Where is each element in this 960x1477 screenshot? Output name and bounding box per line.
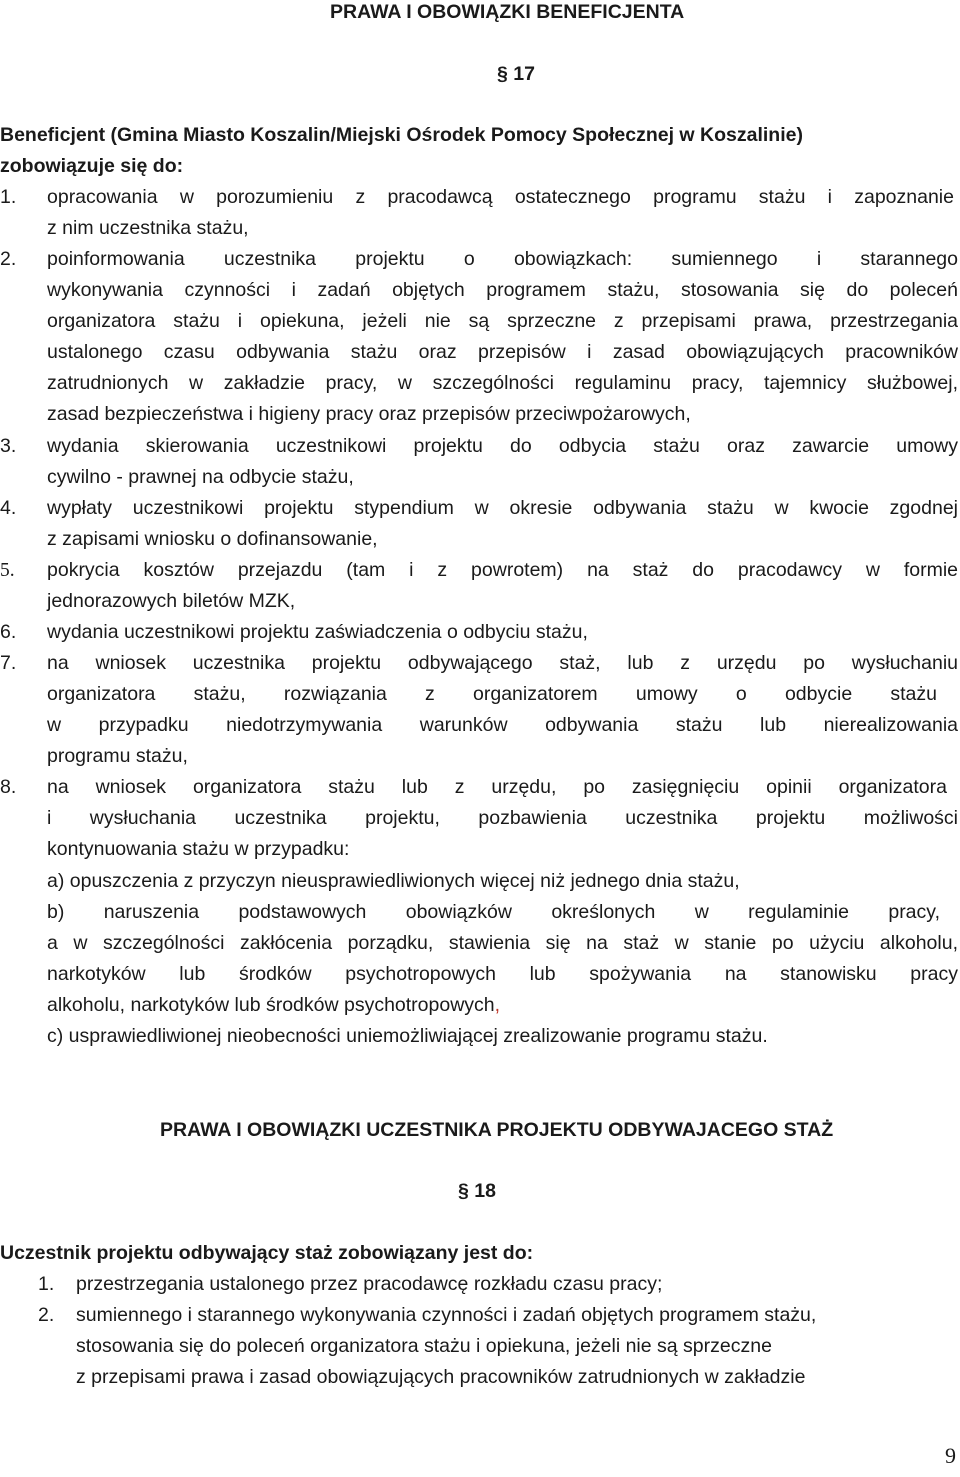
list-item-line: b) naruszenia podstawowych obowiązków określonych w regulaminie pracy, [47,901,940,923]
list-item-line: kontynuowania stażu w przypadku: [47,838,350,860]
paragraph-18: § 18 [458,1180,496,1202]
list-item-line: organizatora stażu, rozwiązania z organizatorem umowy o odbycie stażu [47,683,937,705]
list-item-line: zatrudnionych w zakładzie pracy, w szczególności regulaminu pracy, tajemnicy służbowej, [47,372,958,394]
section2-heading: PRAWA I OBOWIĄZKI UCZESTNIKA PROJEKTU ODBYWAJACEGO STAŻ [160,1119,834,1141]
list-item-line: w przypadku niedotrzymywania warunków odbywania stażu lub nierealizowania [47,714,958,736]
list-item-line: pokrycia kosztów przejazdu (tam i z powrotem) na staż do pracodawcy w formie [47,559,958,581]
list-item-line: programu stażu, [47,745,188,767]
item-number: 7. [0,652,17,674]
list-item-line: a w szczególności zakłócenia porządku, stawienia się na staż w stanie po użyciu alkoholu, [47,932,958,954]
item-number: 5. [0,560,15,581]
section2-intro: Uczestnik projektu odbywający staż zobowiązany jest do: [0,1242,534,1264]
list-item-line: a) opuszczenia z przyczyn nieusprawiedliwionych więcej niż jednego dnia stażu, [47,870,740,892]
list-item-line: stosowania się do poleceń organizatora stażu i opiekuna, jeżeli nie są sprzeczne [76,1335,772,1357]
item-number: 4. [0,497,17,519]
list-item-line: jednorazowych biletów MZK, [47,590,296,612]
list-item-line: sumiennego i starannego wykonywania czynności i zadań objętych programem stażu, [76,1304,817,1326]
paragraph-17: § 17 [497,63,535,85]
list-item-line: wykonywania czynności i zadań objętych programem stażu, stosowania się do poleceń [47,279,958,301]
item-number: 1. [38,1273,55,1295]
list-item-text: alkoholu, narkotyków lub środków psychotropowych [47,994,495,1016]
list-item-line: z przepisami prawa i zasad obowiązujących pracowników zatrudnionych w zakładzie [76,1366,806,1388]
list-item-line: na wniosek organizatora stażu lub z urzędu, po zasięgnięciu opinii organizatora [47,776,947,798]
section1-intro-line2: zobowiązuje się do: [0,155,184,177]
list-item-line: z nim uczestnika stażu, [47,217,249,239]
list-item-line: wydania uczestnikowi projektu zaświadczenia o odbyciu stażu, [47,621,588,643]
list-item-line: zasad bezpieczeństwa i higieny pracy oraz przepisów przeciwpożarowych, [47,403,691,425]
list-item-line: przestrzegania ustalonego przez pracodawcę rozkładu czasu pracy; [76,1273,663,1295]
list-item-line: i wysłuchania uczestnika projektu, pozbawienia uczestnika projektu możliwości [47,807,958,829]
list-item-line: cywilno - prawnej na odbycie stażu, [47,466,354,488]
item-number: 1. [0,186,17,208]
section1-heading: PRAWA I OBOWIĄZKI BENEFICJENTA [330,1,685,23]
page-number: 9 [945,1443,956,1468]
red-comma: , [494,994,501,1016]
list-item-line: opracowania w porozumieniu z pracodawcą ostatecznego programu stażu i zapoznanie [47,186,954,208]
list-item-line: na wniosek uczestnika projektu odbywającego staż, lub z urzędu po wysłuchaniu [47,652,958,674]
item-number: 2. [38,1304,55,1326]
item-number: 3. [0,435,17,457]
item-number: 6. [0,621,17,643]
list-item-line: organizatora stażu i opiekuna, jeżeli nie są sprzeczne z przepisami prawa, przestrzegania [47,310,958,332]
list-item-line [47,990,500,1021]
list-item-line: narkotyków lub środków psychotropowych lub spożywania na stanowisku pracy [47,963,958,985]
list-item-line: ustalonego czasu odbywania stażu oraz przepisów i zasad obowiązujących pracowników [47,341,958,363]
section1-intro-line1: Beneficjent (Gmina Miasto Koszalin/Miejski Ośrodek Pomocy Społecznej w Koszalinie) [0,124,803,146]
list-item-line: z zapisami wniosku o dofinansowanie, [47,528,378,550]
list-item-line: wydania skierowania uczestnikowi projektu do odbycia stażu oraz zawarcie umowy [47,435,958,457]
list-item-line: poinformowania uczestnika projektu o obowiązkach: sumiennego i starannego [47,248,958,270]
list-item-line: c) usprawiedliwionej nieobecności uniemożliwiającej zrealizowanie programu stażu. [47,1025,768,1047]
list-item-line: wypłaty uczestnikowi projektu stypendium w okresie odbywania stażu w kwocie zgodnej [47,497,958,519]
item-number: 8. [0,776,17,798]
item-number: 2. [0,248,17,270]
